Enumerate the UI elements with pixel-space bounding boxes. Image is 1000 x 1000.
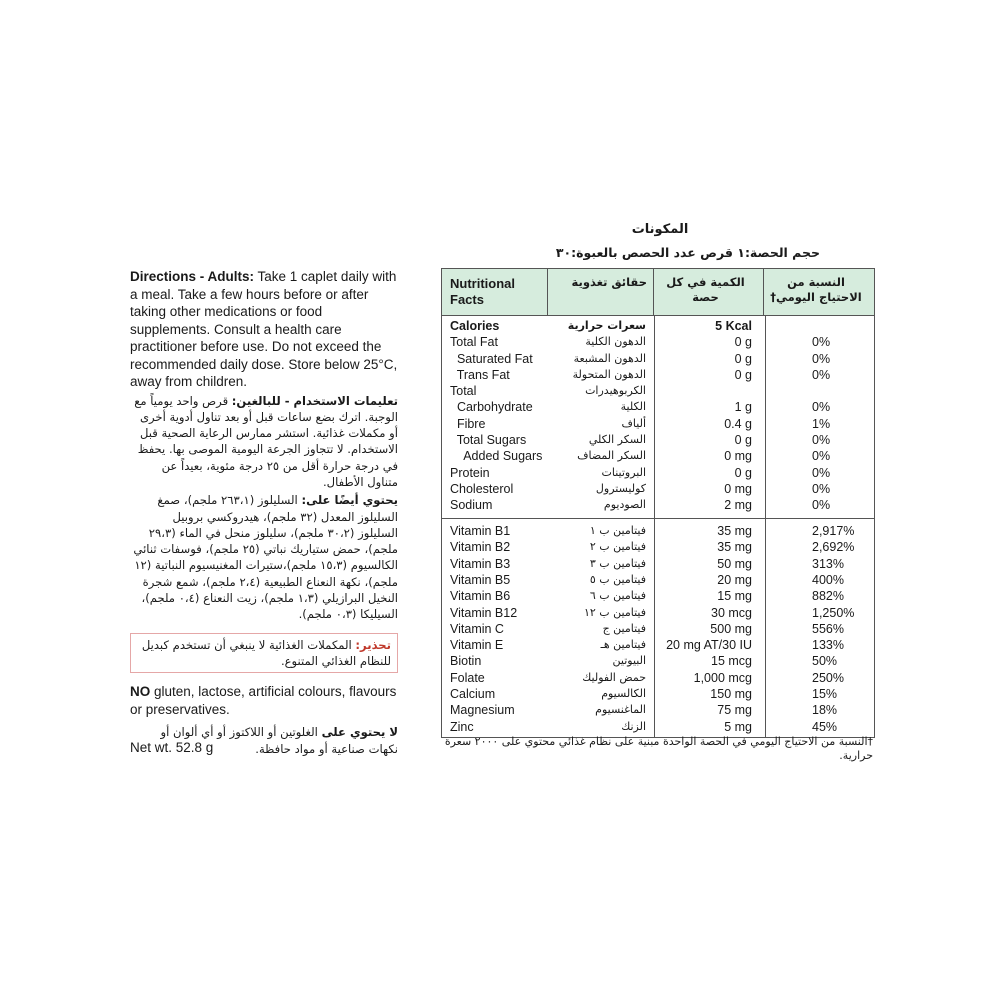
warning-text-block <box>137 637 391 670</box>
amount-value: 150 mg <box>710 687 752 702</box>
left-column <box>130 268 398 757</box>
daily-value <box>764 318 874 334</box>
daily-value: 45% <box>812 719 838 734</box>
daily-value: 556% <box>812 621 844 636</box>
daily-value: 2,692% <box>812 540 855 555</box>
no-label: NO <box>130 684 151 700</box>
amount-value: 500 mg <box>710 621 752 636</box>
net-weight: Net wt. 52.8 g <box>130 739 214 755</box>
table-row <box>442 448 874 464</box>
header-nutritional-facts: Nutritional Facts <box>442 269 548 315</box>
daily-value: 400% <box>812 572 844 587</box>
nutrient-name-ar: الدهون المتحولة <box>572 367 646 381</box>
amount-value: 0 g <box>734 335 752 350</box>
net-weight-row <box>130 739 398 757</box>
nutrient-name-ar: البروتينات <box>601 465 646 479</box>
table-row <box>442 686 874 702</box>
table-row <box>442 383 874 399</box>
table-row <box>442 497 874 513</box>
ingredients-title: المكونات <box>631 222 689 237</box>
amount-value: 2 mg <box>724 498 752 513</box>
table-row <box>442 719 874 735</box>
nutrient-name-ar: الماغنسيوم <box>595 703 646 717</box>
ar-directions-text: قرص واحد يومياً مع الوجبة. اترك بضع ساعات قبل أو بعد تناول أدوية أخرى أو مكملات غذائية. استشر ممارس الرعاية الصحية قبل الاستخدام. لا تتجاوز الجرعة اليومية الموصى بها. يحفظ في درجة حرارة أقل من ٢٥ درجة مئوية، بعيداً عن متناول الأطفال. <box>134 393 398 489</box>
daily-value: 0% <box>812 498 831 513</box>
ar-no-text: الغلوتين أو اللاكتوز أو أي ألوان أو نكهات صناعية أو مواد حافظة. <box>160 725 398 756</box>
table-row <box>442 399 874 415</box>
nutrient-name-ar: الكلية <box>620 400 646 414</box>
nutrient-name-ar: السكر المضاف <box>577 449 646 463</box>
amount-value: 15 mcg <box>711 654 752 669</box>
nutrient-name: Saturated Fat <box>450 351 533 366</box>
daily-value: 18% <box>812 703 838 718</box>
nutrient-name: Protein <box>450 465 490 480</box>
section-divider <box>442 518 874 520</box>
table-row <box>442 432 874 448</box>
amount-value: 35 mg <box>717 540 752 555</box>
nutrient-name-ar: حمض الفوليك <box>582 670 646 684</box>
directions-ar <box>130 393 398 491</box>
nutrient-name: Vitamin B2 <box>450 540 511 555</box>
table-row <box>442 637 874 653</box>
table-row <box>442 416 874 432</box>
footnote: †النسبة من الاحتياج اليومي في الحصة الواحدة مبنية على نظام غذائي محتوي على ٢٠٠٠ سعرة حرارية. <box>444 735 873 762</box>
directions-text: Take 1 caplet daily with a meal. Take a few hours before or after taking other medications or food supplements. Consult a health care practitioner before use. Do not exceed the recommended daily dose. Store below 25°C, away from children. <box>130 269 398 389</box>
header-amount: الكمية في كل حصة <box>654 269 764 315</box>
daily-value: 0% <box>812 351 831 366</box>
amount-value: 0 mg <box>724 481 752 496</box>
nutrient-name-ar: فيتامين ب ٢ <box>589 540 646 554</box>
table-row <box>442 318 874 334</box>
nutrition-table <box>441 268 875 738</box>
header-facts-ar: حقائق تغذوية <box>548 269 654 315</box>
nutrient-name: Total <box>450 384 477 399</box>
warning-text: المكملات الغذائية لا ينبغي أن تستخدم كبديل للنظام الغذائي المتنوع. <box>141 637 391 668</box>
nutrient-name: Vitamin B12 <box>450 605 518 620</box>
daily-value: 50% <box>812 654 838 669</box>
table-row <box>442 621 874 637</box>
nutrient-name-ar: فيتامين ب ٣ <box>589 556 646 570</box>
nutrient-name: Vitamin B1 <box>450 524 511 539</box>
nutrient-name-ar: ألياف <box>621 416 646 430</box>
amount-value: 0 g <box>734 465 752 480</box>
amount-value: 20 mg <box>717 572 752 587</box>
amount-value: 5 Kcal <box>715 319 752 333</box>
table-body <box>442 316 874 737</box>
daily-value: 0% <box>812 465 831 480</box>
nutrients-section <box>442 318 874 514</box>
table-row <box>442 572 874 588</box>
ar-no-label: لا يحتوي على <box>321 725 398 740</box>
nutrient-name-ar: سعرات حرارية <box>567 319 646 332</box>
daily-value: 0% <box>812 433 831 448</box>
nutrient-name: Added Sugars <box>450 449 543 464</box>
nutrient-name: Vitamin C <box>450 621 504 636</box>
daily-value: 313% <box>812 556 844 571</box>
ar-directions-label: تعليمات الاستخدام - للبالغين: <box>231 393 398 408</box>
daily-value: 0% <box>812 400 831 415</box>
ar-contains-label: يحتوي أيضًا على: <box>301 493 398 508</box>
daily-value: 1,250% <box>812 605 855 620</box>
nutrient-name-ar: الكالسيوم <box>601 687 646 701</box>
amount-value: 0 g <box>734 433 752 448</box>
nutrient-name: Vitamin B6 <box>450 589 511 604</box>
header-daily-value: النسبة من الاحتياج اليومي† <box>764 269 874 315</box>
contains-ar <box>130 492 398 622</box>
vitamins-section <box>442 523 874 737</box>
nutrient-name-ar: فيتامين ج <box>602 621 646 635</box>
nutrient-name: Zinc <box>450 719 474 734</box>
nutrient-name: Vitamin B5 <box>450 572 511 587</box>
amount-value: 0.4 g <box>724 416 752 431</box>
table-row <box>442 670 874 686</box>
nutrient-name: Vitamin B3 <box>450 556 511 571</box>
table-row <box>442 605 874 621</box>
nutrient-name-ar: البيوتين <box>612 654 646 668</box>
nutrient-name: Folate <box>450 670 485 685</box>
nutrient-name-ar: الزنك <box>621 719 646 733</box>
daily-value: 0% <box>812 481 831 496</box>
table-row <box>442 702 874 718</box>
nutrient-name: Carbohydrate <box>450 400 533 415</box>
nutrient-name: Magnesium <box>450 703 515 718</box>
directions-label: Directions - Adults: <box>130 269 255 284</box>
daily-value: 882% <box>812 589 844 604</box>
nutrient-name-ar: الكربوهيدرات <box>585 384 646 398</box>
table-row <box>442 653 874 669</box>
no-text: gluten, lactose, artificial colours, flavours or preservatives. <box>130 684 397 717</box>
ar-contains-text: السليلوز (٢٦٣،١ ملجم)، صمغ السليلوز المعدل (٣٢ ملجم)، هيدروكسي بروبيل السليلوز (٣٠،٢ ملجم)، سليلوز منحل في الماء (٢٩،٣ ملجم)، حمض ستياريك نباتي (٢٥ ملجم)، فوسفات ثنائي الكالسيوم (١٥،٣ ملجم)،ستيرات المغنيسيوم النباتية (١٢ ملجم)، نكهة النعناع الطبيعية (٢،٤ ملجم)، شمع شجرة النخيل البرازيلي (١،٣ ملجم)، زيت النعناع (٠،٤ ملجم)، السيليكا (٠،٣ ملجم). <box>133 493 398 622</box>
daily-value: 0% <box>812 335 831 350</box>
amount-value: 1,000 mcg <box>693 670 752 685</box>
amount-value: 5 mg <box>724 719 752 734</box>
nutrient-name: Sodium <box>450 498 493 513</box>
nutrient-name-ar: الدهون الكلية <box>585 335 646 349</box>
table-row <box>442 465 874 481</box>
amount-value: 15 mg <box>717 589 752 604</box>
nutrient-name: Calories <box>450 319 500 333</box>
warning-label: تحذير: <box>355 637 391 652</box>
free-from-en <box>130 683 398 718</box>
amount-value <box>654 383 764 399</box>
daily-value: 250% <box>812 670 844 685</box>
nutrient-name-ar: فيتامين ب ١٢ <box>583 605 646 619</box>
nutrient-name-ar: كوليسترول <box>595 481 646 495</box>
daily-value: 1% <box>812 416 831 431</box>
nutrient-name-ar: السكر الكلي <box>588 433 646 447</box>
nutrient-name: Biotin <box>450 654 482 669</box>
nutrient-name: Trans Fat <box>450 367 510 382</box>
nutrient-name: Total Sugars <box>450 433 527 448</box>
daily-value: 15% <box>812 687 838 702</box>
nutrient-name-ar: فيتامين ب ٥ <box>589 572 646 586</box>
table-header <box>442 269 874 316</box>
serving-size: حجم الحصة:١ قرص عدد الحصص بالعبوة:٣٠ <box>555 245 820 260</box>
table-row <box>442 351 874 367</box>
amount-value: 0 g <box>734 351 752 366</box>
amount-value: 0 mg <box>724 449 752 464</box>
nutrient-name-ar: الدهون المشبعة <box>573 351 646 365</box>
table-row <box>442 556 874 572</box>
amount-value: 35 mg <box>717 524 752 539</box>
nutrient-name-ar: الصوديوم <box>603 498 646 512</box>
daily-value <box>764 383 874 399</box>
nutrient-name: Total Fat <box>450 335 498 350</box>
table-row <box>442 334 874 350</box>
warning-box <box>130 633 398 674</box>
nutrient-name: Calcium <box>450 687 496 702</box>
table-row <box>442 523 874 539</box>
nutrient-name: Vitamin E <box>450 638 504 653</box>
amount-value: 30 mcg <box>711 605 752 620</box>
amount-value: 0 g <box>734 367 752 382</box>
directions-en <box>130 268 398 391</box>
amount-value: 50 mg <box>717 556 752 571</box>
table-row <box>442 539 874 555</box>
nutrient-name-ar: فيتامين ب ٦ <box>589 589 646 603</box>
daily-value: 133% <box>812 638 844 653</box>
daily-value: 0% <box>812 367 831 382</box>
amount-value: 1 g <box>734 400 752 415</box>
nutrient-name-ar: فيتامين هـ <box>600 638 646 652</box>
table-row <box>442 367 874 383</box>
nutrient-name: Cholesterol <box>450 481 514 496</box>
daily-value: 0% <box>812 449 831 464</box>
nutrient-name-ar: فيتامين ب ١ <box>589 524 646 538</box>
table-sections <box>442 316 874 737</box>
table-row <box>442 481 874 497</box>
nutrient-name: Fibre <box>450 416 486 431</box>
table-row <box>442 588 874 604</box>
daily-value: 2,917% <box>812 524 855 539</box>
amount-value: 75 mg <box>717 703 752 718</box>
amount-value: 20 mg AT/30 IU <box>666 638 752 653</box>
